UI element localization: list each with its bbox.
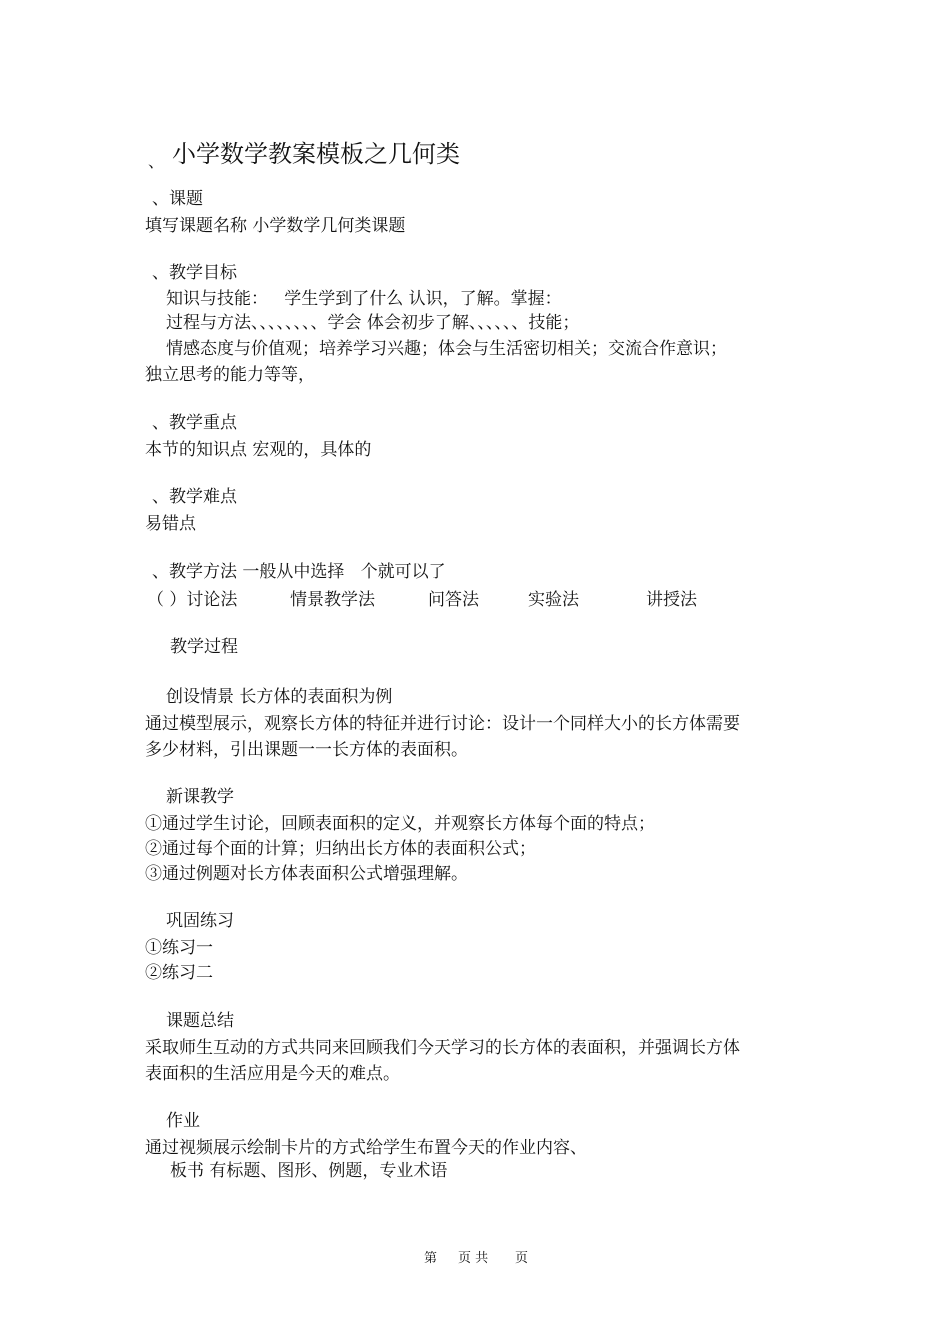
method-option: 问答法 (428, 590, 479, 610)
difficulties-line: 易错点 (145, 514, 196, 534)
method-option: 实验法 (528, 590, 579, 610)
summary-heading: 课题总结 (166, 1011, 234, 1031)
practice-heading: 巩固练习 (166, 911, 234, 931)
title-mark: 、 (148, 152, 165, 171)
goal-knowledge: 知识与技能： 学生学到了什么 认识，了解。掌握： (166, 289, 562, 309)
footer-page-label: 第 (424, 1251, 438, 1266)
new-lesson-item: ②通过每个面的计算；归纳出长方体的表面积公式； (145, 839, 536, 859)
scenario-line: 多少材料，引出课题一一长方体的表面积。 (145, 740, 468, 760)
homework-line: 通过视频展示绘制卡片的方式给学生布置今天的作业内容、 (145, 1138, 587, 1158)
topic-line: 填写课题名称 小学数学几何类课题 (145, 216, 406, 236)
footer-page-suffix: 页 (515, 1251, 529, 1266)
scenario-line: 通过模型展示，观察长方体的特征并进行讨论：设计一个同样大小的长方体需要 (145, 714, 740, 734)
key-points-line: 本节的知识点 宏观的，具体的 (145, 440, 372, 460)
new-lesson-item: ③通过例题对长方体表面积公式增强理解。 (145, 864, 468, 884)
difficulties-heading: 、教学难点 (152, 487, 237, 507)
practice-item: ②练习二 (145, 963, 213, 983)
practice-item: ①练习一 (145, 938, 213, 958)
new-lesson-heading: 新课教学 (166, 787, 234, 807)
document-title: 小学数学教案模板之几何类 (172, 140, 460, 168)
homework-heading: 作业 (166, 1111, 200, 1131)
methods-heading: 、教学方法 一般从中选择 个就可以了 (152, 562, 446, 582)
summary-line: 表面积的生活应用是今天的难点。 (145, 1064, 400, 1084)
summary-line: 采取师生互动的方式共同来回顾我们今天学习的长方体的表面积，并强调长方体 (145, 1038, 740, 1058)
method-option: （ ）讨论法 (147, 590, 238, 610)
new-lesson-item: ①通过学生讨论，回顾表面积的定义，并观察长方体每个面的特点； (145, 814, 655, 834)
method-option: 情景教学法 (290, 590, 375, 610)
footer-total-label: 页 共 (458, 1251, 489, 1266)
goal-emotion-continued: 独立思考的能力等等， (145, 365, 315, 385)
topic-heading: 、课题 (152, 189, 203, 209)
goal-process: 过程与方法、、、、、、、、学会 体会初步了解、、、、、、技能； (166, 313, 580, 333)
goals-heading: 、教学目标 (152, 263, 237, 283)
goal-emotion: 情感态度与价值观；培养学习兴趣；体会与生活密切相关；交流合作意识； (166, 339, 727, 359)
process-heading: 教学过程 (170, 637, 238, 657)
key-points-heading: 、教学重点 (152, 413, 237, 433)
scenario-heading: 创设情景 长方体的表面积为例 (166, 687, 393, 707)
board-line: 板书 有标题、图形、例题，专业术语 (170, 1161, 448, 1181)
method-option: 讲授法 (646, 590, 697, 610)
